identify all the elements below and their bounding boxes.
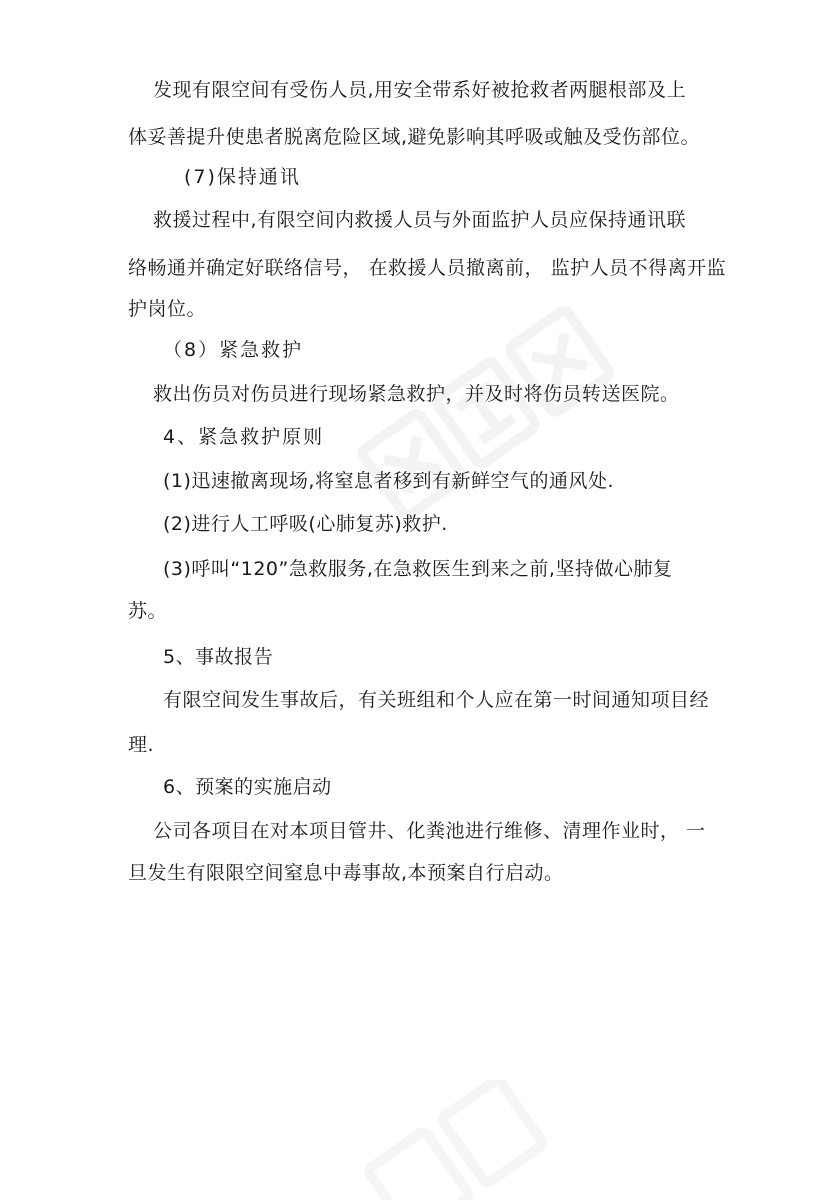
watermark-logo-bottom [330,1080,630,1200]
section-heading: 4、紧急救护原则 [163,426,325,448]
paragraph-line: 发现有限空间有受伤人员,用安全带系好被抢救者两腿根部及上 [153,79,687,101]
paragraph-line: 救出伤员对伤员进行现场紧急救护，并及时将伤员转送医院。 [153,383,680,405]
paragraph-line: 救援过程中,有限空间内救援人员与外面监护人员应保持通讯联 [153,209,687,231]
paragraph-line: 旦发生有限限空间窒息中毒事故,本预案自行启动。 [128,862,564,884]
section-heading: (7)保持通讯 [184,166,301,188]
section-heading: 5、事故报告 [163,646,274,668]
list-item: (2)进行人工呼吸(心肺复苏)救护. [163,513,448,535]
paragraph-line: 有限空间发生事故后，有关班组和个人应在第一时间通知项目经 [163,689,710,711]
paragraph-line: 理. [128,734,155,756]
list-item: (3)呼叫“120”急救服务,在急救医生到来之前,坚持做心肺复 [163,558,673,580]
list-item: (1)迅速撤离现场,将窒息者移到有新鲜空气的通风处. [163,470,614,492]
section-heading: （8）紧急救护 [163,339,304,361]
paragraph-line: 苏。 [128,600,168,622]
paragraph-line: 公司各项目在对本项目管井、化粪池进行维修、清理作业时， 一 [153,820,706,842]
paragraph-line: 络畅通并确定好联络信号， 在救援人员撤离前， 监护人员不得离开监 [128,257,727,279]
paragraph-line: 体妥善提升使患者脱离危险区域,避免影响其呼吸或触及受伤部位。 [128,126,701,148]
section-heading: 6、预案的实施启动 [163,776,332,798]
watermark-logo [340,280,640,540]
paragraph-line: 护岗位。 [128,298,207,320]
